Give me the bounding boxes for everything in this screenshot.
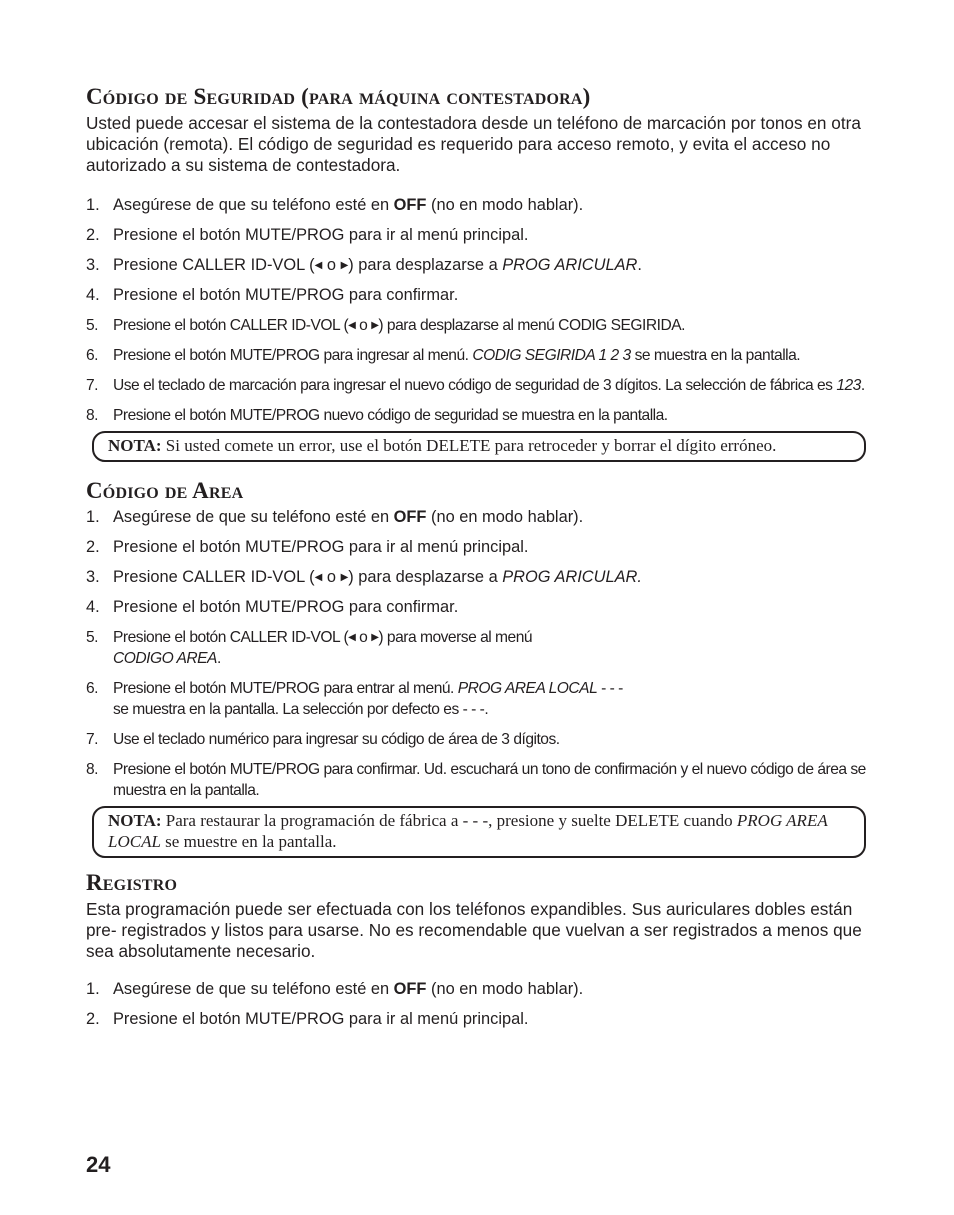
section-title: Código de Seguridad (para máquina contestadora): [86, 84, 591, 109]
section-codigo-seguridad: [86, 84, 868, 462]
list-item: 2. Presione el botón MUTE/PROG para ir al menú principal.: [86, 1010, 529, 1028]
right-arrow-icon: ▶: [340, 260, 349, 271]
list-item: 8. Presione el botón MUTE/PROG para confirmar. Ud. escuchará un tono de confirmación y el nuevo código de área se muestra en la pantalla.: [86, 761, 866, 799]
steps-list: [86, 979, 868, 1030]
note-box: NOTA: Si usted comete un error, use el botón DELETE para retroceder y borrar el dígito erróneo.: [92, 431, 866, 462]
list-item: 1. Asegúrese de que su teléfono esté en OFF (no en modo hablar).: [86, 980, 584, 998]
list-item: 1. Asegúrese de que su teléfono esté en OFF (no en modo hablar).: [86, 508, 584, 526]
list-item: 4. Presione el botón MUTE/PROG para confirmar.: [86, 598, 459, 616]
list-item: 7. Use el teclado de marcación para ingresar el nuevo código de seguridad de 3 dígitos. La selección de fábrica es 123.: [86, 377, 865, 394]
list-item: 6. Presione el botón MUTE/PROG para ingresar al menú. CODIG SEGIRIDA 1 2 3 se muestra en la pantalla.: [86, 347, 801, 364]
list-item: 5. Presione el botón CALLER ID-VOL (◀ o ▶) para desplazarse al menú CODIG SEGIRIDA.: [86, 317, 685, 334]
right-arrow-icon: ▶: [371, 320, 379, 331]
section-registro: [86, 870, 868, 1030]
right-arrow-icon: ▶: [340, 572, 349, 583]
list-item: 5. Presione el botón CALLER ID-VOL (◀ o ▶) para moverse al menú CODIGO AREA.: [86, 629, 533, 667]
steps-list: [86, 507, 868, 801]
list-item: 7. Use el teclado numérico para ingresar su código de área de 3 dígitos.: [86, 731, 560, 748]
list-item: 6. Presione el botón MUTE/PROG para entrar al menú. PROG AREA LOCAL - - - se muestra en la pantalla. La selección por defecto es - - -.: [86, 680, 623, 718]
page-number: 24: [86, 1152, 111, 1177]
section-codigo-area: [86, 478, 868, 858]
left-arrow-icon: ◀: [348, 320, 356, 331]
list-item: 4. Presione el botón MUTE/PROG para confirmar.: [86, 286, 459, 304]
list-item: 3. Presione CALLER ID-VOL (◀ o ▶) para desplazarse a PROG ARICULAR.: [86, 256, 642, 274]
section-intro: Esta programación puede ser efectuada con los teléfonos expandibles. Sus auriculares dobles están pre- registrados y listos para usarse. No es recomendable que vuelvan a ser registrados a menos que sea absolutamente necesario.: [86, 899, 862, 961]
section-title: Código de Area: [86, 478, 244, 503]
list-item: 8. Presione el botón MUTE/PROG nuevo código de seguridad se muestra en la pantalla.: [86, 407, 668, 424]
note-label: NOTA:: [108, 811, 162, 830]
list-item: 3. Presione CALLER ID-VOL (◀ o ▶) para desplazarse a PROG ARICULAR.: [86, 568, 642, 586]
list-item: 2. Presione el botón MUTE/PROG para ir al menú principal.: [86, 538, 529, 556]
note-label: NOTA:: [108, 436, 162, 455]
list-item: 1. Asegúrese de que su teléfono esté en OFF (no en modo hablar).: [86, 196, 584, 214]
right-arrow-icon: ▶: [371, 632, 379, 643]
left-arrow-icon: ◀: [348, 632, 356, 643]
list-item: 2. Presione el botón MUTE/PROG para ir al menú principal.: [86, 226, 529, 244]
steps-list: [86, 195, 868, 426]
section-intro: Usted puede accesar el sistema de la contestadora desde un teléfono de marcación por tonos en otra ubicación (remota). El código de seguridad es requerido para acceso remoto, y evita el acceso no autorizado a su sistema de contestadora.: [86, 113, 861, 175]
left-arrow-icon: ◀: [314, 260, 323, 271]
left-arrow-icon: ◀: [314, 572, 323, 583]
section-title: Registro: [86, 870, 178, 895]
manual-page: [86, 84, 868, 1039]
note-box: NOTA: Para restaurar la programación de fábrica a - - -, presione y suelte DELETE cuando PROG AREA LOCAL se muestre en la pantalla.: [92, 806, 866, 858]
